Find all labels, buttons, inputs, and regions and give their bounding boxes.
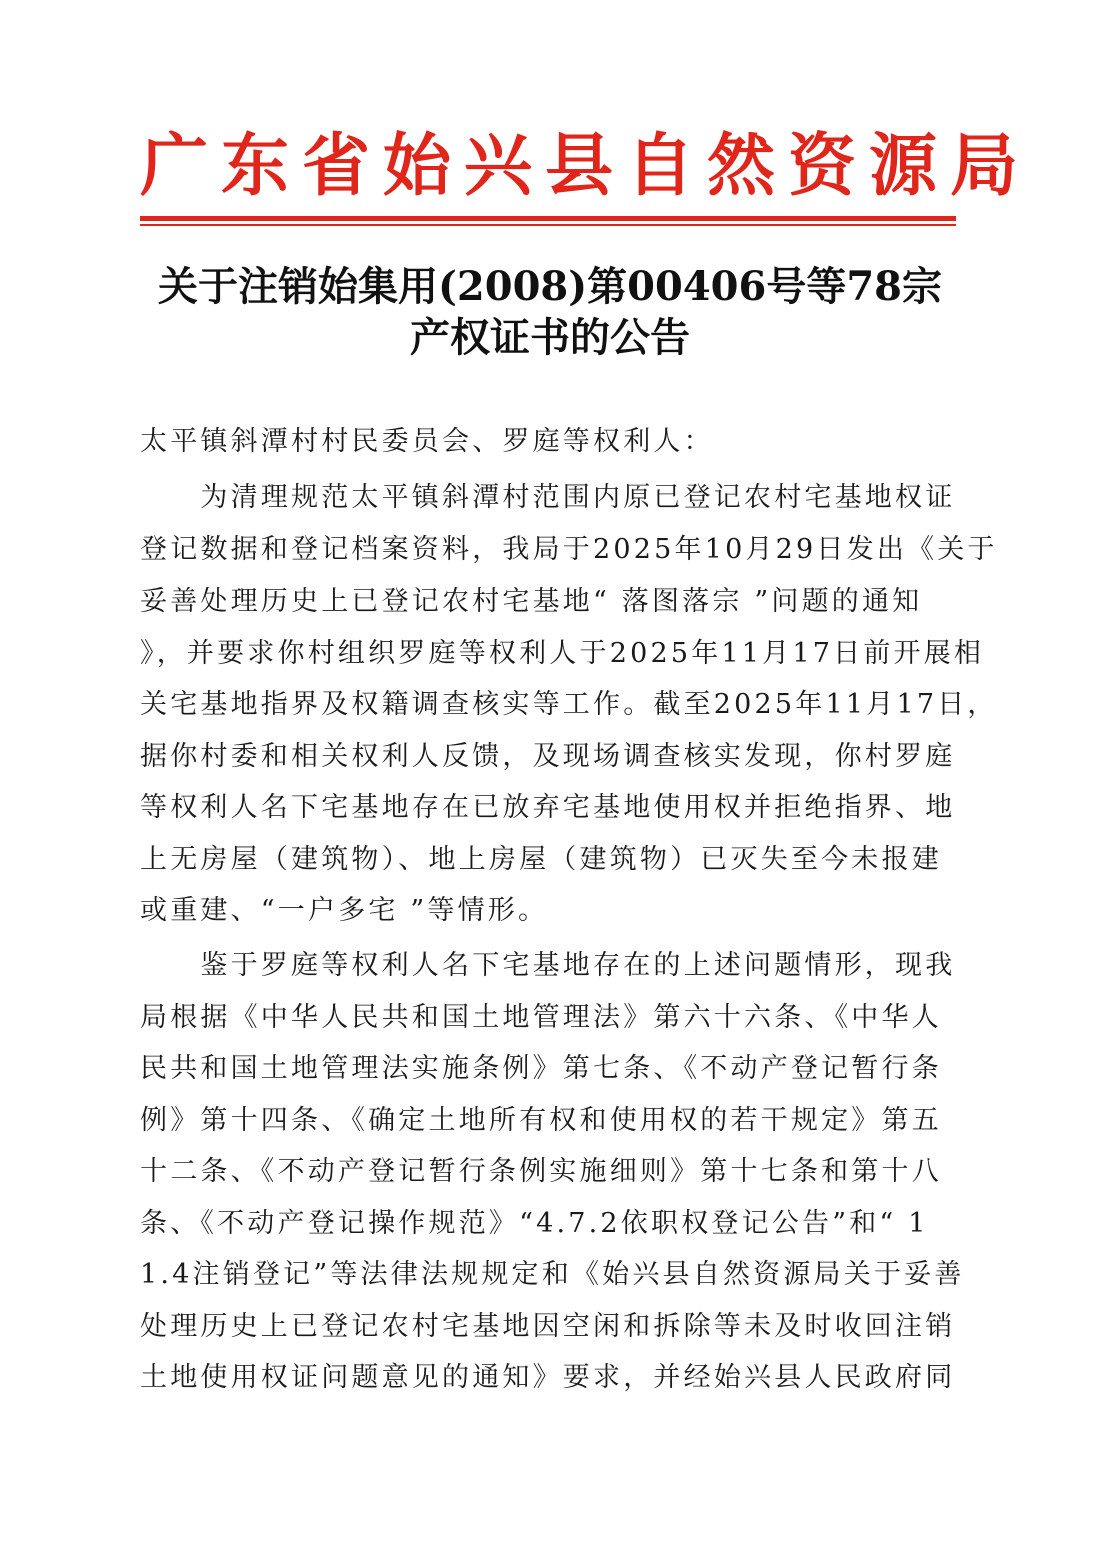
body-line: 十二条、《不动产登记暂行条例实施细则》第十七条和第十八	[140, 1156, 942, 1187]
body-line: 例》第十四条、《确定土地所有权和使用权的若干规定》第五	[140, 1105, 942, 1136]
body-line: 为清理规范太平镇斜潭村范围内原已登记农村宅基地权证	[140, 482, 956, 513]
red-rule-thick	[140, 216, 956, 221]
body-line: 关宅基地指界及权籍调查核实等工作。截至2025年11月17日，	[140, 689, 998, 720]
body-line: 条、《不动产登记操作规范》“4.7.2依职权登记公告”和“ 1	[140, 1208, 929, 1239]
doc-title-line-1: 关于注销始集用(2008)第00406号等78宗	[157, 263, 942, 310]
body-line: 民共和国土地管理法实施条例》第七条、《不动产登记暂行条	[140, 1053, 942, 1084]
doc-title-line-2: 产权证书的公告	[410, 314, 690, 361]
body-line: 鉴于罗庭等权利人名下宅基地存在的上述问题情形，现我	[140, 950, 956, 981]
body-line: 上无房屋（建筑物）、地上房屋（建筑物）已灭失至今未报建	[140, 844, 942, 875]
body-line: 登记数据和登记档案资料，我局于2025年10月29日发出《关于	[140, 534, 998, 565]
body-line: 妥善处理历史上已登记农村宅基地“ 落图落宗 ”问题的通知	[140, 586, 923, 617]
body-line: 据你村委和相关权利人反馈，及现场调查核实发现，你村罗庭	[140, 741, 956, 772]
body-line: 1.4注销登记”等法律法规规定和《始兴县自然资源局关于妥善	[140, 1259, 965, 1290]
body-line: 》，并要求你村组织罗庭等权利人于2025年11月17日前开展相	[140, 638, 985, 669]
agency-header: 广东省始兴县自然资源局	[140, 126, 1032, 206]
body-line: 处理历史上已登记农村宅基地因空闲和拆除等未及时收回注销	[140, 1311, 956, 1342]
body-line: 或重建、“一户多宅 ”等情形。	[140, 895, 549, 926]
body-line: 局根据《中华人民共和国土地管理法》第六十六条、《中华人	[140, 1002, 942, 1033]
body-line: 土地使用权证问题意见的通知》要求，并经始兴县人民政府同	[140, 1362, 956, 1393]
body-line: 等权利人名下宅基地存在已放弃宅基地使用权并拒绝指界、地	[140, 792, 956, 823]
red-rule-thin	[140, 224, 956, 226]
addressee: 太平镇斜潭村村民委员会、罗庭等权利人：	[140, 426, 714, 457]
